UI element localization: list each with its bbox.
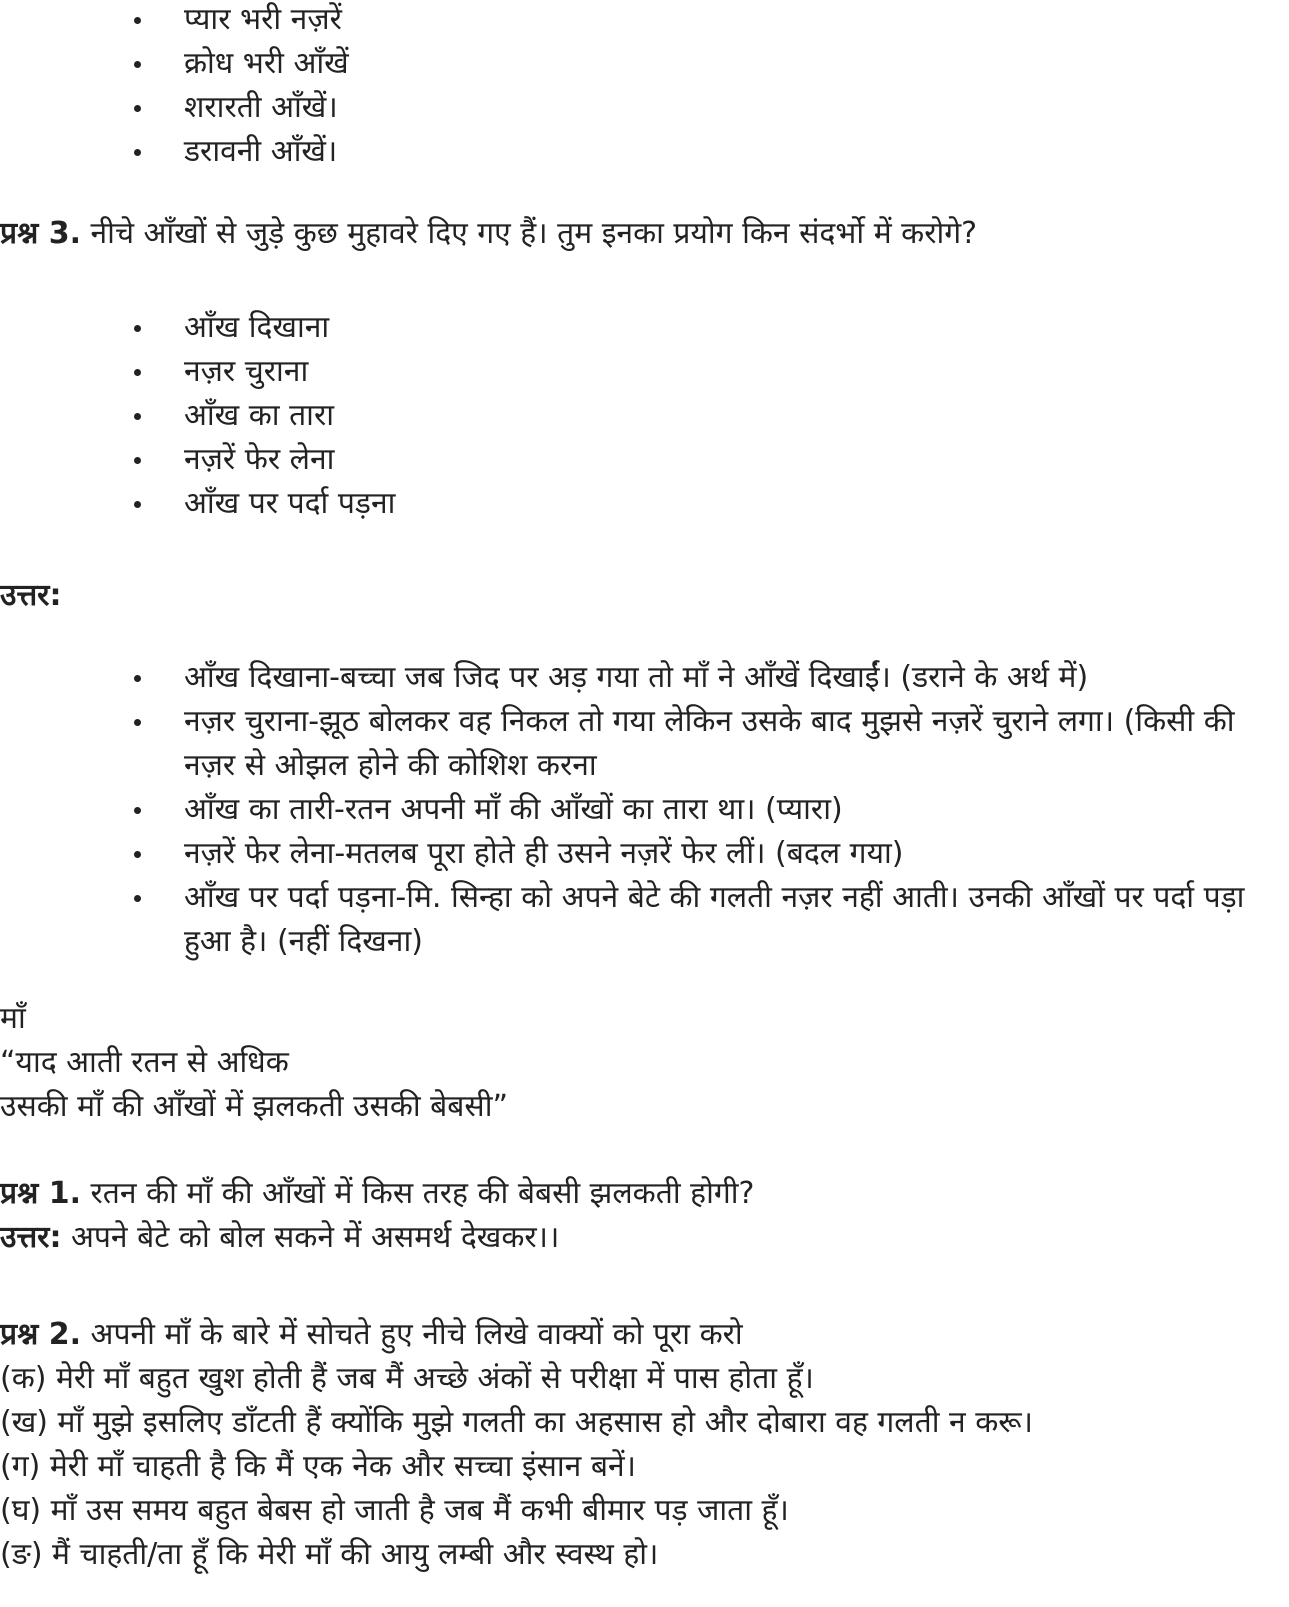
list-item: नज़रें फेर लेना bbox=[0, 438, 1289, 482]
question-text: रतन की माँ की आँखों में किस तरह की बेबसी झलकती होगी? bbox=[81, 1176, 755, 1211]
sentence-kha: (ख) माँ मुझे इसलिए डाँटती हैं क्योंकि मुझे गलती का अहसास हो और दोबारा वह गलती न करू। bbox=[0, 1405, 1033, 1440]
list-item: आँख पर पर्दा पड़ना-मि. सिन्हा को अपने बेटे की गलती नज़र नहीं आती। उनकी आँखों पर पर्दा पड़ा हुआ है। (नहीं दिखना) bbox=[0, 876, 1289, 964]
list-item: आँख का तारा bbox=[0, 394, 1289, 438]
question-1 bbox=[0, 1172, 754, 1216]
list-item: शरारती आँखें। bbox=[0, 86, 1289, 130]
answer-label: उत्तर: bbox=[0, 1220, 62, 1255]
question-text: अपनी माँ के बारे में सोचते हुए नीचे लिखे वाक्यों को पूरा करो bbox=[81, 1317, 743, 1352]
list-item: आँख दिखाना bbox=[0, 306, 1289, 350]
answer-list bbox=[0, 656, 1289, 964]
sentence-nga: (ङ) मैं चाहती/ता हूँ कि मेरी माँ की आयु लम्बी और स्वस्थ हो। bbox=[0, 1537, 659, 1572]
list-item: आँख पर पर्दा पड़ना bbox=[0, 482, 1289, 526]
answer-label: उत्तर: bbox=[0, 578, 62, 613]
quote-line-1: “याद आती रतन से अधिक bbox=[0, 1045, 289, 1080]
list-item: नज़र चुराना bbox=[0, 350, 1289, 394]
expression-list bbox=[0, 0, 1289, 174]
question-2 bbox=[0, 1313, 743, 1357]
sentence-ka: (क) मेरी माँ बहुत खुश होती हैं जब मैं अच्छे अंकों से परीक्षा में पास होता हूँ। bbox=[0, 1361, 814, 1396]
answer-text: अपने बेटे को बोल सकने में असमर्थ देखकर।। bbox=[61, 1220, 560, 1255]
list-item: डरावनी आँखें। bbox=[0, 130, 1289, 174]
list-item: आँख दिखाना-बच्चा जब जिद पर अड़ गया तो माँ ने आँखें दिखाईं। (डराने के अर्थ में) bbox=[0, 656, 1289, 700]
list-item: आँख का तारी-रतन अपनी माँ की आँखों का तारा था। (प्यारा) bbox=[0, 788, 1289, 832]
question-3 bbox=[0, 212, 977, 256]
quote-line-2: उसकी माँ की आँखों में झलकती उसकी बेबसी” bbox=[0, 1089, 509, 1124]
list-item: क्रोध भरी आँखें bbox=[0, 42, 1289, 86]
sentence-ga: (ग) मेरी माँ चाहती है कि मैं एक नेक और सच्चा इंसान बनें। bbox=[0, 1449, 636, 1484]
idiom-list bbox=[0, 306, 1289, 526]
sentence-gha: (घ) माँ उस समय बहुत बेबस हो जाती है जब मैं कभी बीमार पड़ जाता हूँ। bbox=[0, 1493, 789, 1528]
question-label: प्रश्न 1. bbox=[0, 1176, 81, 1211]
question-text: नीचे आँखों से जुड़े कुछ मुहावरे दिए गए हैं। तुम इनका प्रयोग किन संदर्भो में करोगे? bbox=[81, 216, 978, 251]
question-label: प्रश्न 2. bbox=[0, 1317, 81, 1352]
answer-1 bbox=[0, 1216, 559, 1260]
list-item: नज़र चुराना-झूठ बोलकर वह निकल तो गया लेकिन उसके बाद मुझसे नज़रें चुराने लगा। (किसी की नज़र से ओझल होने की कोशिश करना bbox=[0, 700, 1289, 788]
list-item: प्यार भरी नज़रें bbox=[0, 0, 1289, 42]
question-label: प्रश्न 3. bbox=[0, 216, 81, 251]
list-item: नज़रें फेर लेना-मतलब पूरा होते ही उसने नज़रें फेर लीं। (बदल गया) bbox=[0, 832, 1289, 876]
section-title: माँ bbox=[0, 1001, 26, 1036]
